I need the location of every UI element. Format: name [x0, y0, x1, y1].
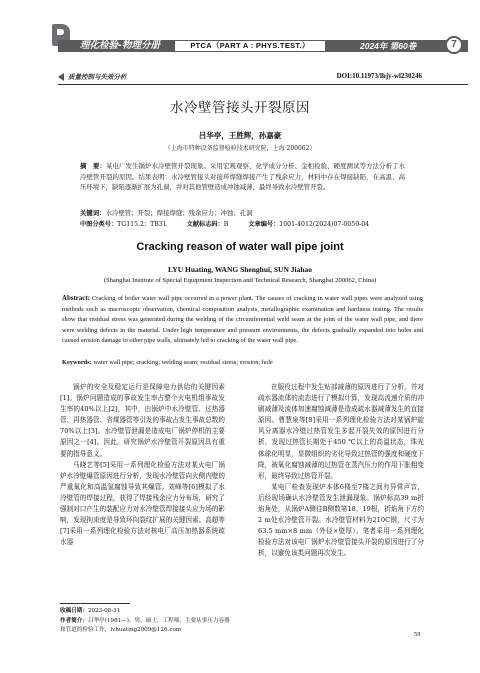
- author-bio-text: 吕华亭(1981—)，男，硕士，工程师，主要从事压力容器和管道的检验工作，lvhuating2009@126.com: [60, 617, 230, 633]
- article-no-label: 文章编号：: [248, 221, 280, 228]
- keywords-cn-label: 关键词：: [80, 209, 106, 217]
- abstract-en-text: Cracking of boiler water wall pipe occurred in a power plant. The causes of cracking in water wall pipes were analyzed using methods such as macroscopic observation, chemical composition analysis, metallographic examination and hardness testing. The results show that residual stress was generated during the welding of the circumferential weld seam at the joint of the water wall pipe, and there were welding defects in the material. Under high temperature and pressure environments, the defects gradually expanded into holes and caused erosion damage to other pipe walls, ultimately led to cracking of the water wall pipe.: [62, 295, 423, 345]
- abstract-cn: [80, 161, 405, 193]
- body-paragraph: 马晓艺等[5]采用一系列理化检验方法对某火电厂锅炉水冷壁爆管原因进行分析，发现水冷壁管向火侧内壁的严重氧化和高温氢腐蚀导致其爆管。刘峰等[6]模拟了水冷壁管的焊接过程，获得了焊接残余应力分布场，研究了强制对口产生的装配应力对水冷壁管焊接接头应力场的影响，发现拘束度是导致环向裂纹扩展的关键因素。高超等[7]采用一系列理化检验方法对核电厂高压加热器系统疏水器: [60, 460, 225, 547]
- doc-code-field: [187, 220, 229, 230]
- clc-label: 中图分类号：: [80, 221, 118, 228]
- affiliation-en: (Shanghai Institute of Special Equipment Inspection and Technical Research, Shanghai 200062, China): [103, 277, 377, 284]
- author-bio: [60, 617, 230, 636]
- body-paragraph: 在服役过程中发生贴部减薄的原因进行了分析，并对疏水器流体的流态进行了模拟计算，发现高流速介质的冲刷减薄及流体加速腐蚀减薄是造成疏水器减薄发生的直接原因。曹慧泉等[8]采用一系列理化检验方法对某锅炉旋风分离器水冷壁过热管发生多起开裂失效的原因进行分析，发现过热管长期处于450 ℃以上的高温状态，珠光体球化明显，显微组织的劣化导致过热管的强度和硬度下降，被氧化腐蚀减薄的过热管在蒸汽压力的作用下胀粗变形，最终导致过热管开裂。: [258, 383, 424, 480]
- page-number: 59: [414, 631, 421, 638]
- authors-cn: 吕华亭，王胜辉，孙嘉豪: [198, 131, 282, 140]
- footnote: [60, 607, 230, 636]
- authors-en: LYU Huating, WANG Shenghui, SUN Jiahao: [167, 265, 312, 274]
- issue-number-badge: 7: [445, 36, 463, 54]
- received-label: 收稿日期：: [60, 608, 88, 614]
- abstract-en-label: Abstract:: [62, 295, 90, 302]
- abstract-en: [62, 294, 423, 347]
- received-value: 2023-08-31: [87, 608, 121, 614]
- doc-code-value: B: [223, 221, 229, 228]
- author-bio-label: 作者简介：: [60, 617, 88, 624]
- clc-value: TG115.2；TB31: [117, 221, 167, 228]
- body-paragraph: 某电厂检查发现炉本体6楼至7楼之间有异常声音，后经现场确认水冷壁管发生泄漏现象。锅炉标高39 m折焰角处，从锅炉A侧往B侧数第18，19根，折焰角下方约2 m处水冷壁管开裂。水冷壁管材料为210C钢，尺寸为63.5 mm×8 mm（外径×壁厚）。笔者采用一系列理化检验方法对该电厂锅炉水冷壁管接头开裂的原因进行了分析，以避免该类问题再次发生。: [258, 482, 424, 558]
- keywords-en-label: Keywords:: [62, 359, 92, 366]
- header-rule: [58, 84, 468, 85]
- clc-field: [80, 220, 167, 230]
- body-column-left: [60, 382, 225, 548]
- received-date: [60, 607, 230, 617]
- keywords-en-text: water wall pipe; cracking; welding seam; residual stress; erosion; hole: [93, 359, 273, 366]
- classification-line: [80, 220, 420, 230]
- journal-name-en: PTCA（PART A : PHYS.TEST.）: [190, 41, 310, 50]
- abstract-cn-text: 某电厂发生锅炉水冷壁管开裂现象。采用宏观观察、化学成分分析、金相检验、硬度测试等方法分析了水冷壁管开裂的原因。结果表明：水冷壁管接头对接环焊缝焊接产生了残余应力，材料中存在焊接缺陷，在高温、高压环境下，缺陷逐渐扩展为孔洞，并对其他管壁造成冲蚀减薄，最终导致水冷壁管开裂。: [80, 162, 406, 192]
- doi: DOI:10.11973/lhjy-wl230246: [336, 72, 422, 80]
- journal-volume: 2024年 第60卷: [360, 41, 417, 51]
- keywords-en: [62, 358, 423, 368]
- keywords-cn: [80, 208, 405, 218]
- column-label-text: 质量控制与失效分析: [68, 73, 127, 81]
- arrow-left-icon: [58, 73, 64, 81]
- doc-code-label: 文献标志码：: [186, 221, 224, 228]
- body-column-right: [258, 382, 424, 560]
- column-label: [58, 72, 127, 81]
- footnote-rule: [60, 603, 130, 604]
- journal-name-cn: 理化检验-物理分册: [80, 40, 160, 51]
- affiliation-cn: （上海市特种设备监督检验技术研究院，上海 200062）: [164, 145, 316, 152]
- abstract-cn-label: 摘 要：: [80, 162, 107, 170]
- article-no-field: [248, 220, 369, 230]
- article-title-en: Cracking reason of water wall pipe joint: [136, 241, 344, 253]
- keywords-cn-text: 水冷壁管；开裂；焊接焊缝；残余应力；冲蚀；孔洞: [105, 209, 253, 217]
- article-no-value: 1001-4012(2024)07-0059-04: [279, 221, 370, 228]
- body-paragraph: 锅炉的安全及稳定运行是保障电力供给的关键因素[1]。锅炉问题造成的事故发生率占整个火电机组事故发生率的40%以上[2]，其中，由锅炉中水冷壁管、过热器管、再热器管、省煤器管等引发的事故占发生事故总数的70%以上[3]。水冷壁管泄漏是造成电厂锅炉停机的主要原因之一[4]。因此，研究锅炉水冷壁管开裂原因具有重要的指导意义。: [60, 383, 225, 458]
- journal-header: [0, 0, 480, 56]
- article-title-cn: 水冷壁管接头开裂原因: [170, 100, 310, 116]
